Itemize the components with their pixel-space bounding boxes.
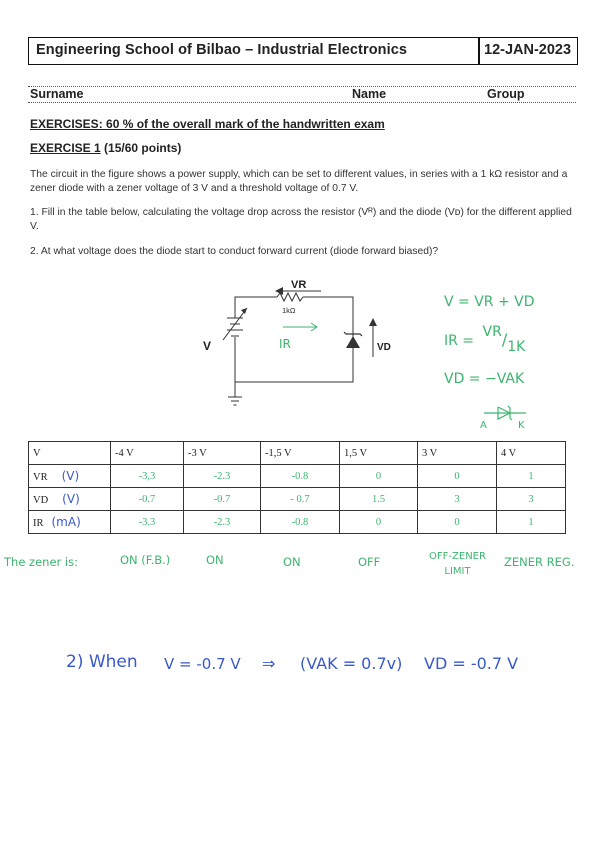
ir-label: IR bbox=[279, 337, 291, 351]
exam-date: 12-JAN-2023 bbox=[484, 42, 572, 58]
circuit-diagram bbox=[195, 272, 395, 412]
table-header-cell: -3 V bbox=[184, 442, 261, 465]
table-header-row bbox=[29, 442, 566, 465]
table-row-vr bbox=[29, 465, 566, 488]
cathode-label: K bbox=[518, 420, 525, 431]
exercise1-heading bbox=[30, 141, 181, 155]
table-header-cell: 1,5 V bbox=[340, 442, 418, 465]
zener-state: ON bbox=[206, 553, 224, 567]
table-header-cell: V bbox=[29, 442, 111, 465]
note-ohm-den: 1K bbox=[507, 339, 526, 355]
exercises-heading: EXERCISES: 60 % of the overall mark of the handwritten exam bbox=[30, 117, 385, 131]
table-cell: 0 bbox=[340, 465, 418, 488]
table-header-cell: -4 V bbox=[111, 442, 184, 465]
resistor-label: 1kΩ bbox=[282, 306, 296, 315]
table-cell: 0 bbox=[418, 465, 497, 488]
table-cell: -0.7 bbox=[184, 488, 261, 511]
table-cell: 1 bbox=[497, 511, 566, 534]
row-unit: (V) bbox=[61, 469, 80, 483]
table-cell: -2.3 bbox=[184, 465, 261, 488]
table-cell: 0 bbox=[418, 511, 497, 534]
dotted-rule-bottom bbox=[28, 102, 576, 103]
row-unit: (mA) bbox=[51, 515, 81, 529]
source-label: V bbox=[203, 339, 212, 353]
table-row-vd bbox=[29, 488, 566, 511]
answer2-when: 2) When bbox=[66, 652, 138, 672]
variable-arrow-head bbox=[241, 308, 247, 314]
table-cell: 1 bbox=[497, 465, 566, 488]
zener-state: ON bbox=[283, 555, 301, 569]
results-table bbox=[28, 441, 566, 534]
table-cell: 1.5 bbox=[340, 488, 418, 511]
answer2-vak: (VAK = 0.7v) bbox=[300, 654, 403, 673]
note-diode-sketch bbox=[478, 398, 538, 432]
zener-state: OFF-ZENER LIMIT bbox=[429, 551, 486, 577]
table-header-cell: 4 V bbox=[497, 442, 566, 465]
table-cell: -3,3 bbox=[111, 465, 184, 488]
course-title: Engineering School of Bilbao – Industrial Electronics bbox=[36, 42, 408, 58]
row-unit: (V) bbox=[62, 492, 80, 506]
exercise1-points: (15/60 points) bbox=[104, 141, 182, 155]
zener-diode-body bbox=[346, 336, 360, 348]
table-cell: -0.8 bbox=[261, 465, 340, 488]
table-row-ir bbox=[29, 511, 566, 534]
answer2-voltage: V = -0.7 V bbox=[164, 655, 241, 673]
exercise1-intro: The circuit in the figure shows a power supply, which can be set to different values, in series with a 1 kΩ resistor and a zener diode with a zener voltage of 3 V and a threshold voltage of 0.7 V. bbox=[30, 169, 568, 194]
vr-label: VR bbox=[291, 279, 307, 291]
note-ohm-lhs: IR = bbox=[444, 333, 475, 349]
row-label-cell bbox=[29, 465, 111, 488]
wire-left-top bbox=[235, 297, 277, 310]
row-label: IR bbox=[33, 518, 44, 529]
note-ohm: IR = VR/1K bbox=[444, 324, 526, 355]
vd-label: VD bbox=[377, 342, 391, 353]
zener-state: ZENER REG. bbox=[504, 555, 575, 569]
row-label: VR bbox=[33, 472, 48, 483]
zener-state: OFF bbox=[358, 555, 381, 569]
row-label-cell bbox=[29, 511, 111, 534]
table-cell: 3 bbox=[497, 488, 566, 511]
exercise1-title: EXERCISE 1 bbox=[30, 141, 101, 155]
table-cell: - 0.7 bbox=[261, 488, 340, 511]
table-header-cell: -1,5 V bbox=[261, 442, 340, 465]
note-ohm-num: VR bbox=[482, 324, 502, 340]
resistor bbox=[277, 293, 303, 301]
table-cell: 3 bbox=[418, 488, 497, 511]
group-label: Group bbox=[487, 87, 525, 101]
answer2-vd: VD = -0.7 V bbox=[424, 654, 519, 673]
table-cell: -3.3 bbox=[111, 511, 184, 534]
zener-state: ON (F.B.) bbox=[120, 553, 171, 567]
table-header-cell: 3 V bbox=[418, 442, 497, 465]
table-cell: -0.7 bbox=[111, 488, 184, 511]
name-label: Name bbox=[352, 87, 387, 101]
table-cell: 0 bbox=[340, 511, 418, 534]
note-vd: VD = −VAK bbox=[444, 371, 525, 387]
row-label: VD bbox=[33, 495, 49, 506]
surname-label: Surname bbox=[30, 87, 84, 101]
table-cell: -2.3 bbox=[184, 511, 261, 534]
question-1: 1. Fill in the table below, calculating the voltage drop across the resistor (Vᴿ) and the diode (Vᴅ) for the different applied V. bbox=[30, 207, 572, 232]
header-divider bbox=[478, 37, 480, 65]
table-cell: -0.8 bbox=[261, 511, 340, 534]
zener-state-label: The zener is: bbox=[4, 555, 78, 569]
anode-label: A bbox=[480, 420, 487, 431]
question-2: 2. At what voltage does the diode start to conduct forward current (diode forward biased)? bbox=[30, 246, 439, 257]
note-kvl: V = VR + VD bbox=[444, 294, 535, 310]
implies-arrow: ⇒ bbox=[262, 654, 276, 673]
vd-arrow-head bbox=[369, 318, 377, 326]
row-label-cell bbox=[29, 488, 111, 511]
